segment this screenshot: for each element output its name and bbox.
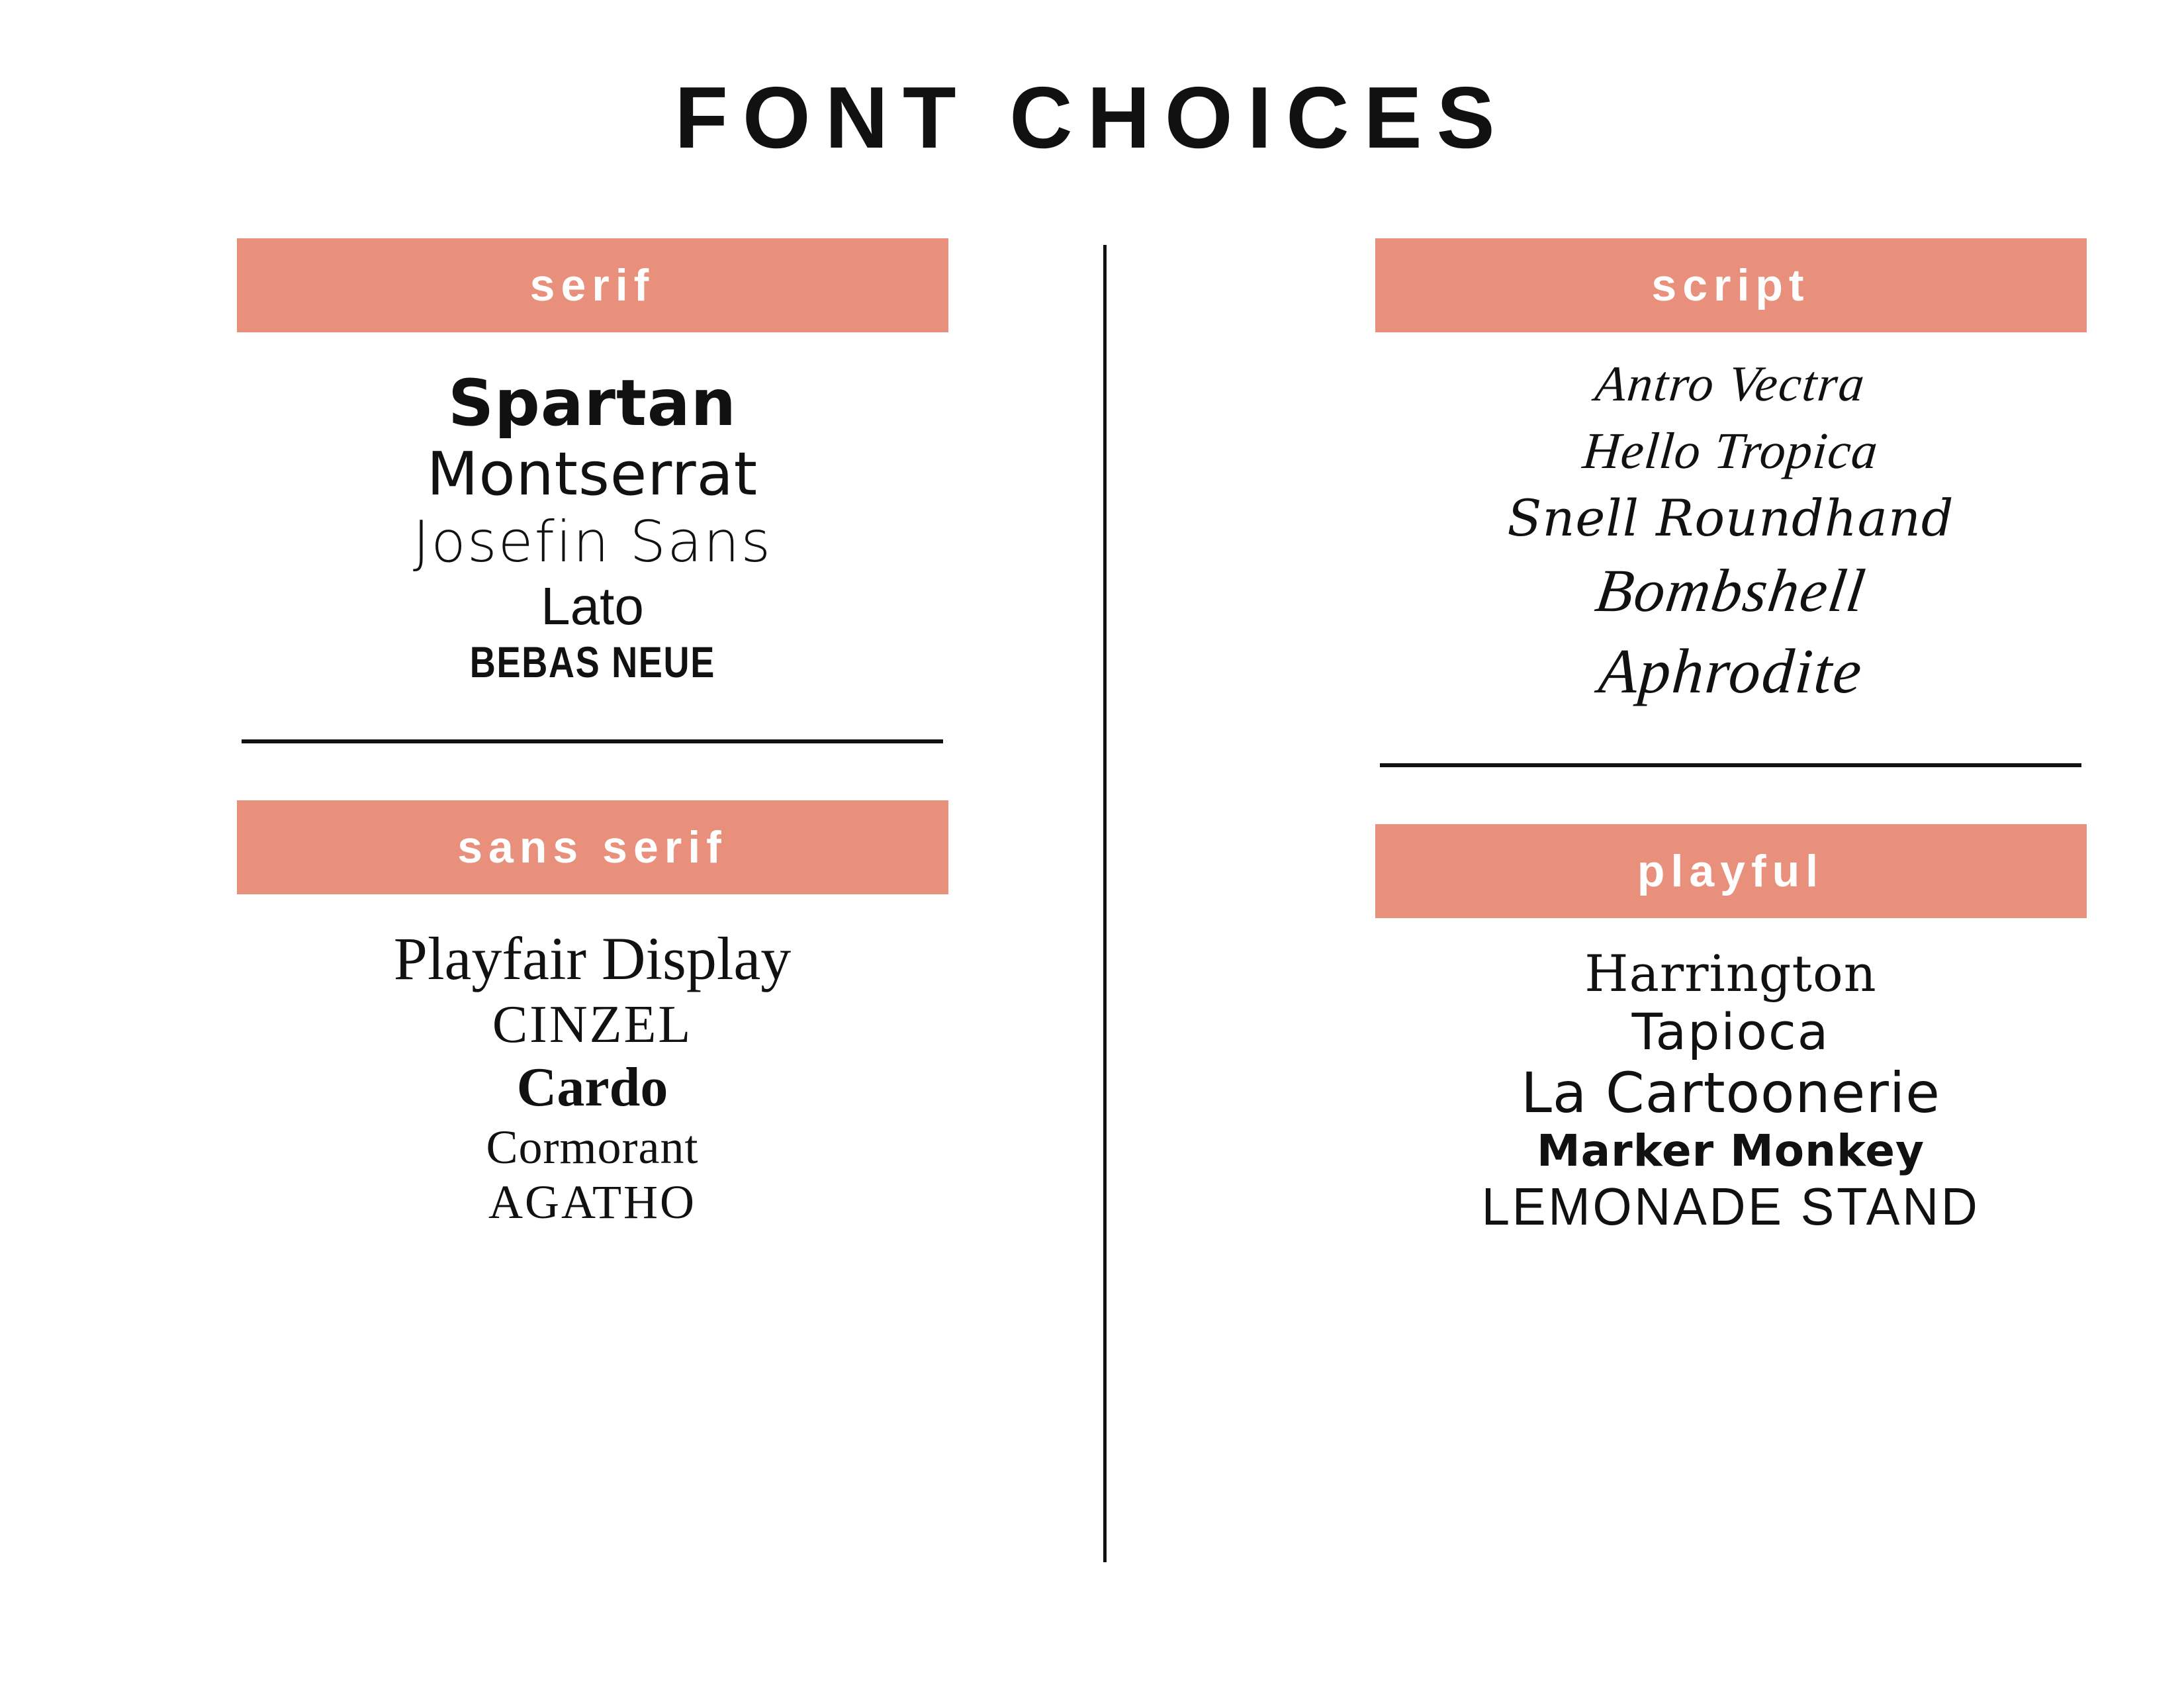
font-item xyxy=(1257,1003,2184,1061)
section-script xyxy=(1257,238,2184,712)
font-item xyxy=(1257,945,2184,1003)
font-sample-aphrodite: Aphrodite xyxy=(1596,635,1865,706)
font-item xyxy=(119,576,1066,637)
section-header-sans-serif xyxy=(237,800,948,894)
font-item xyxy=(119,637,1066,688)
font-item xyxy=(119,510,1066,576)
columns-container xyxy=(0,238,2184,1615)
font-sample-hello-tropica: Hello Tropica xyxy=(1580,422,1881,480)
font-sample-spartan: Spartan xyxy=(448,366,737,440)
section-header-serif xyxy=(237,238,948,332)
font-item xyxy=(1257,485,2184,551)
left-column xyxy=(119,238,1066,1231)
font-item xyxy=(1257,1126,2184,1177)
section-heading-label: script xyxy=(1651,260,1810,310)
section-heading-label: serif xyxy=(529,260,655,310)
font-sample-marker-monkey: Marker Monkey xyxy=(1536,1125,1925,1176)
font-sample-bombshell: Bombshell xyxy=(1591,556,1870,624)
right-column xyxy=(1257,238,2184,1238)
font-sample-lemonade-stand: LEMONADE STAND xyxy=(1481,1177,1980,1237)
font-sample-la-cartoonerie: La Cartoonerie xyxy=(1521,1060,1940,1126)
font-sample-snell-roundhand: Snell Roundhand xyxy=(1507,488,1954,547)
font-sample-cardo: Cardo xyxy=(516,1056,668,1119)
font-sample-cinzel: CINZEL xyxy=(492,995,693,1054)
font-item xyxy=(119,994,1066,1056)
spacer xyxy=(119,688,1066,739)
font-item xyxy=(119,923,1066,994)
section-heading-label: playful xyxy=(1637,845,1825,896)
font-item xyxy=(1257,417,2184,485)
font-sample-harrington: Harrington xyxy=(1584,943,1877,1003)
section-header-script xyxy=(1375,238,2087,332)
font-list-script xyxy=(1257,332,2184,712)
font-sample-antro-vectra: Antro Vectra xyxy=(1592,356,1869,412)
font-item xyxy=(1257,630,2184,712)
font-item xyxy=(119,1175,1066,1231)
font-sample-bebas-neue: BEBAS NEUE xyxy=(469,637,715,687)
spacer xyxy=(119,743,1066,800)
font-sample-montserrat: Montserrat xyxy=(426,440,758,510)
font-sample-playfair-display: Playfair Display xyxy=(393,924,792,992)
font-item xyxy=(119,440,1066,509)
section-serif xyxy=(119,238,1066,688)
page-title: FONT CHOICES xyxy=(674,69,1510,166)
font-list-sans-serif xyxy=(119,894,1066,1231)
font-item xyxy=(1257,1176,2184,1238)
section-playful xyxy=(1257,824,2184,1238)
section-heading-label: sans serif xyxy=(457,821,727,872)
font-item xyxy=(1257,551,2184,630)
spacer xyxy=(1257,712,2184,763)
font-item xyxy=(119,1055,1066,1119)
font-sample-lato: Lato xyxy=(541,576,644,635)
font-list-serif xyxy=(119,332,1066,688)
font-item xyxy=(1257,351,2184,417)
font-sample-tapioca: Tapioca xyxy=(1631,1002,1830,1062)
spacer xyxy=(1257,767,2184,824)
font-list-playful xyxy=(1257,918,2184,1238)
font-sample-josefin-sans: Josefin Sans xyxy=(412,508,772,575)
font-item xyxy=(119,1120,1066,1176)
font-sample-agatho: AGATHO xyxy=(488,1176,696,1229)
font-item xyxy=(1257,1061,2184,1125)
section-header-playful xyxy=(1375,824,2087,918)
section-sans-serif xyxy=(119,800,1066,1231)
font-item xyxy=(119,367,1066,440)
font-sample-cormorant: Cormorant xyxy=(486,1120,699,1174)
